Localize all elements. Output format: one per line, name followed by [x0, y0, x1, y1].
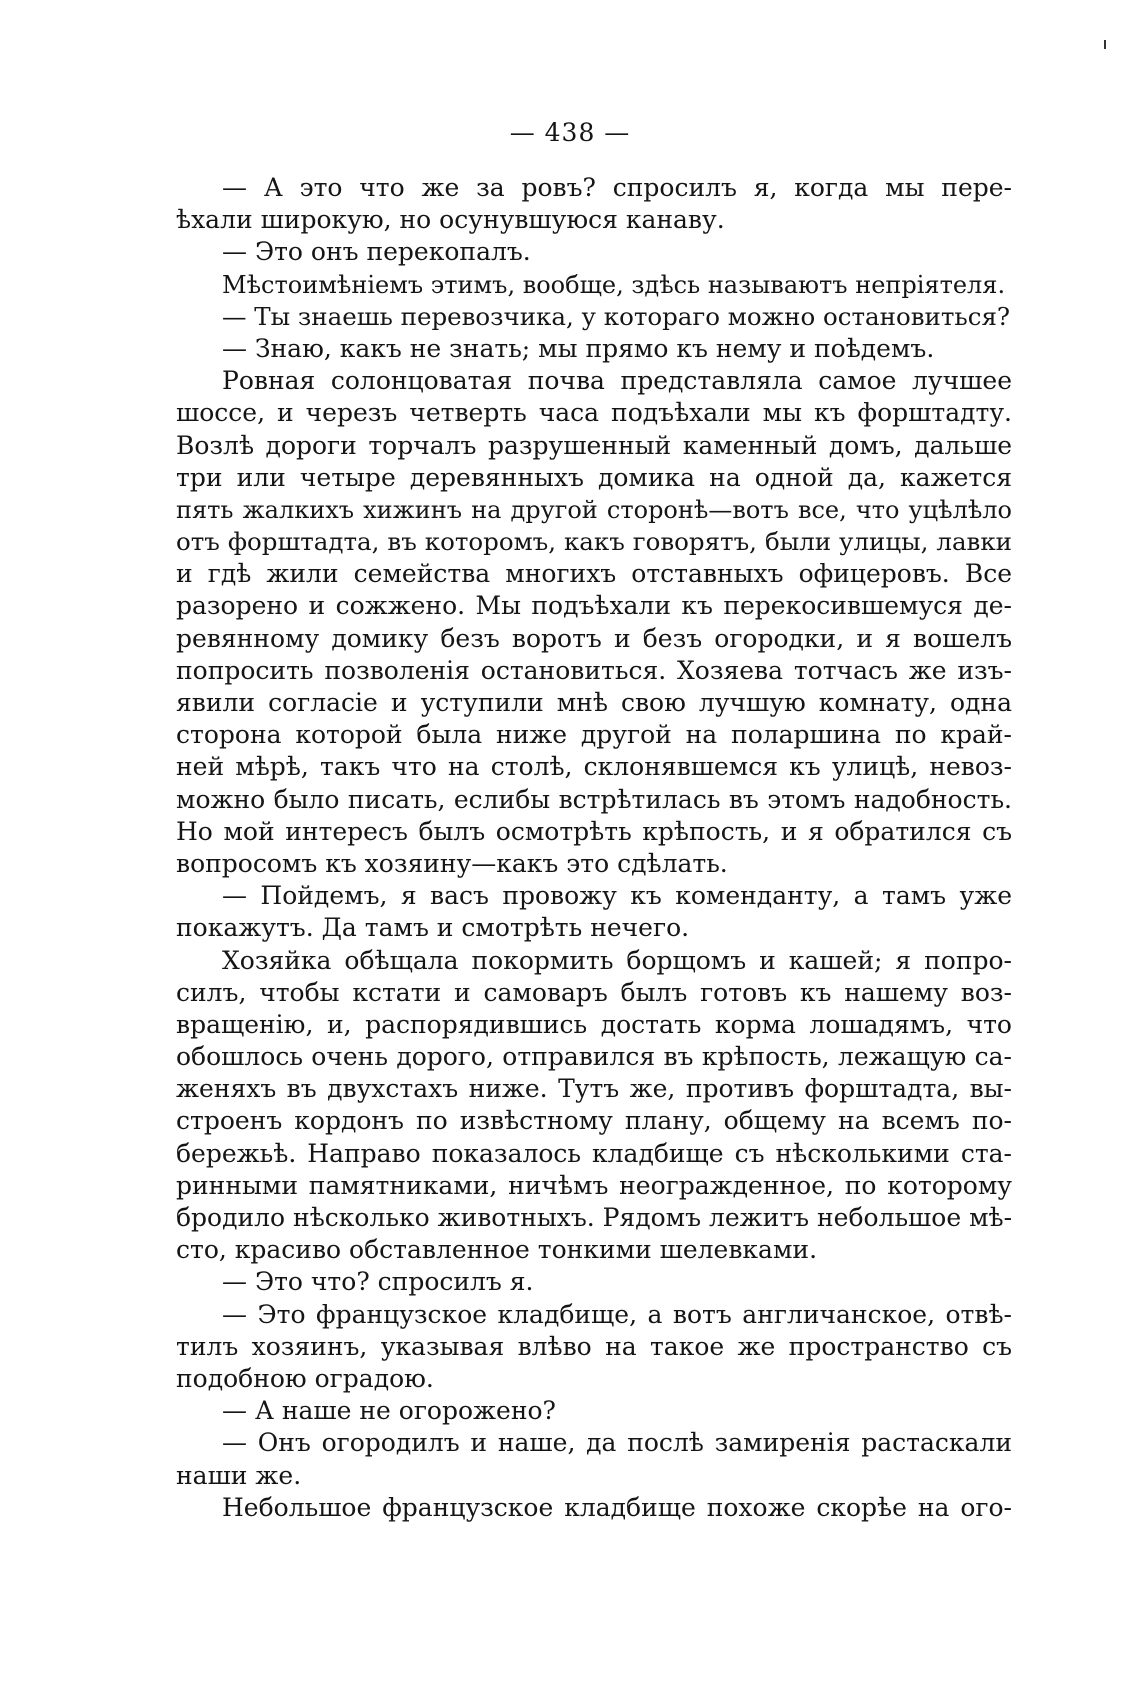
- text-line: наши же.: [176, 1460, 302, 1490]
- text-line: строенъ кордонъ по извѣстному плану, общему на всемъ по-: [176, 1106, 1012, 1136]
- text-line: попросить позволенія остановиться. Хозяева тотчасъ же изъ-: [176, 655, 1012, 685]
- text-line: разорено и сожжено. Мы подъѣхали къ перекосившемуся де-: [176, 591, 1012, 621]
- text-line: подобною оградою.: [176, 1363, 434, 1393]
- text-line: — Ты знаешь перевозчика, у котораго можно остановиться?: [222, 301, 1011, 331]
- text-line: — А это что же за ровъ? спросилъ я, когда мы пере-: [222, 173, 1012, 202]
- scan-speck: [1104, 40, 1106, 49]
- text-line: сто, красиво обставленное тонкими шелевками.: [176, 1235, 818, 1265]
- text-line: ней мѣрѣ, такъ что на столѣ, склонявшемся къ улицѣ, невоз-: [176, 752, 1012, 782]
- text-line: явили согласіе и уступили мнѣ свою лучшую комнату, одна: [176, 688, 1012, 717]
- body-text: [176, 172, 1012, 1524]
- text-line: ѣхали широкую, но осунувшуюся канаву.: [176, 205, 725, 235]
- text-line: пять жалкихъ хижинъ на другой сторонѣ—вотъ все, что уцѣлѣло: [176, 495, 1012, 524]
- text-line: вопросомъ къ хозяину—какъ это сдѣлать.: [176, 848, 728, 878]
- text-line: Возлѣ дороги торчалъ разрушенный каменный домъ, дальше: [176, 430, 1012, 460]
- text-line: и гдѣ жили семейства многихъ отставныхъ офицеровъ. Все: [176, 559, 1012, 589]
- text-line: ревянному домику безъ воротъ и безъ огородки, и я вошелъ: [176, 623, 1012, 653]
- text-line: отъ форштадта, въ которомъ, какъ говорятъ, были улицы, лавки: [176, 527, 1012, 557]
- text-line: женяхъ въ двухстахъ ниже. Тутъ же, противъ форштадта, вы-: [176, 1074, 1012, 1104]
- text-line: сторона которой была ниже другой на поларшина по край-: [176, 720, 1012, 750]
- text-line: — Онъ огородилъ и наше, да послѣ замиренія растаскали: [222, 1428, 1012, 1458]
- text-line: — Пойдемъ, я васъ провожу къ коменданту, а тамъ уже: [222, 881, 1012, 911]
- text-line: Небольшое французское кладбище похоже скорѣе на ого-: [222, 1492, 1012, 1522]
- text-line: Но мой интересъ былъ осмотрѣть крѣпость, и я обратился съ: [176, 816, 1012, 846]
- text-line: ринными памятниками, ничѣмъ неогражденное, по которому: [176, 1170, 1012, 1200]
- text-line: вращенію, и, распорядившись достать корма лошадямъ, что: [176, 1009, 1012, 1039]
- text-line: — А наше не огорожено?: [222, 1396, 556, 1426]
- text-line: Ровная солонцоватая почва представляла самое лучшее: [222, 366, 1012, 396]
- text-line: три или четыре деревянныхъ домика на одной да, кажется: [176, 462, 1012, 492]
- text-line: обошлось очень дорого, отправился въ крѣпость, лежащую са-: [176, 1042, 1012, 1072]
- text-line: — Знаю, какъ не знать; мы прямо къ нему и поѣдемъ.: [222, 333, 935, 363]
- text-line: бродило нѣсколько животныхъ. Рядомъ лежитъ небольшое мѣ-: [176, 1203, 1012, 1232]
- text-line: тилъ хозяинъ, указывая влѣво на такое же пространство съ: [176, 1331, 1012, 1361]
- text-line: — Это онъ перекопалъ.: [222, 237, 531, 267]
- text-line: силъ, чтобы кстати и самоваръ былъ готовъ къ нашему воз-: [176, 977, 1012, 1007]
- text-line: бережьѣ. Направо показалось кладбище съ нѣсколькими ста-: [176, 1138, 1012, 1168]
- page-number: — 438 —: [509, 118, 631, 147]
- text-line: можно было писать, еслибы встрѣтилась въ этомъ надобность.: [176, 784, 1012, 814]
- text-line: — Это что? спросилъ я.: [222, 1267, 534, 1297]
- text-line: Мѣстоимѣніемъ этимъ, вообще, здѣсь называютъ непріятеля.: [222, 270, 1006, 299]
- text-line: шоссе, и черезъ четверть часа подъѣхали мы къ форштадту.: [176, 398, 1012, 428]
- text-line: покажутъ. Да тамъ и смотрѣть нечего.: [176, 913, 690, 943]
- text-line: Хозяйка обѣщала покормить борщомъ и кашей; я попро-: [222, 945, 1012, 975]
- text-line: — Это французское кладбище, а вотъ англичанское, отвѣ-: [222, 1299, 1012, 1329]
